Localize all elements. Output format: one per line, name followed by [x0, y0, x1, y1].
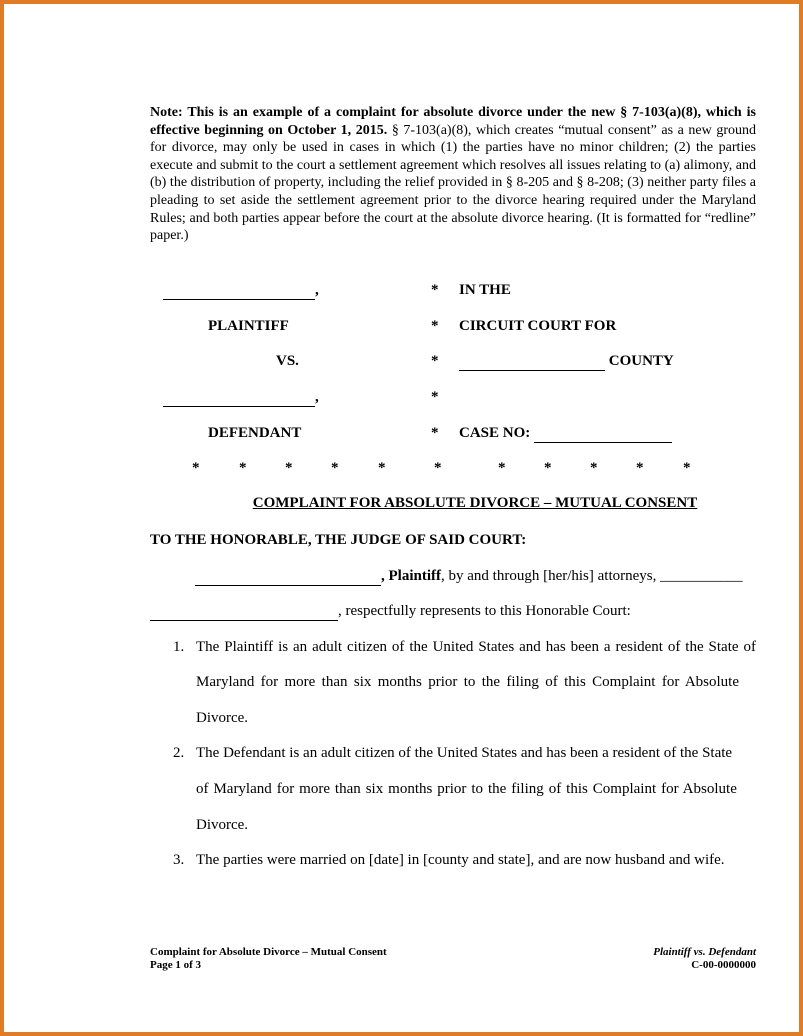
paragraph-2-line-2: of Maryland for more than six months prior to the filing of this Complaint for Absolute [196, 781, 737, 797]
word: and [519, 639, 541, 655]
paragraph-1-line-3: Divorce. [196, 710, 249, 726]
separator-star: * [192, 460, 200, 476]
intro-line-2 [150, 603, 631, 621]
plaintiff-name-blank [163, 282, 319, 300]
paragraph-1-line-2: Maryland for more than six months prior to the filing of this Complaint for Absolute [196, 674, 740, 690]
attorney-name-fill-line [150, 603, 338, 621]
word: resident [615, 639, 663, 655]
intro-represents: , respectfully represents to this Honorable Court: [338, 603, 631, 619]
defendant-comma: , [315, 389, 319, 405]
paragraph-number: 1. [173, 639, 185, 655]
paragraph-1-line-1 [196, 639, 756, 656]
word: has [545, 639, 566, 655]
intro-through: , by and through [her/his] attorneys, ___________ [441, 568, 743, 584]
intro-line-1 [195, 568, 743, 586]
word: the [409, 639, 428, 655]
footer-document-title: Complaint for Absolute Divorce – Mutual Consent [150, 946, 387, 958]
word: State [708, 639, 739, 655]
paragraph-2-line-3: Divorce. [196, 817, 249, 833]
defendant-name-line [163, 389, 315, 407]
caption-star: * [431, 353, 439, 369]
case-no-label: CASE NO: [459, 425, 531, 441]
separator-star: * [498, 460, 506, 476]
vs-label: VS. [276, 353, 299, 369]
word: States [478, 639, 515, 655]
county-label: COUNTY [608, 353, 674, 369]
word: of [391, 639, 405, 655]
separator-star: * [590, 460, 598, 476]
defendant-label: DEFENDANT [208, 425, 302, 441]
plaintiff-comma: , [315, 282, 319, 298]
footer-page-number: Page 1 of 3 [150, 959, 202, 971]
in-the-label: IN THE [459, 282, 511, 298]
word: is [278, 639, 289, 655]
word: citizen [347, 639, 387, 655]
paragraph-number: 2. [173, 745, 185, 761]
note-body: § 7-103(a)(8), which creates “mutual consent” as a new ground for divorce, may only be used in cases in which (1) the parties have no minor children; (2) the parties execute and submit to the court a settlement agreement which resolves all issues relating to (a) alimony, and (b) the distribution of property, including the relief provided in § 8-205 and § 8-208; (3) neither party files a pleading to set aside the settlement agreement prior to the divorce hearing required under the Maryland Rules; and both parties appear before the court at the absolute divorce hearing. (It is formatted for “redline” paper.) [150, 122, 756, 244]
word: Plaintiff [224, 639, 274, 655]
footer-parties: Plaintiff vs. Defendant [653, 946, 756, 958]
salutation: TO THE HONORABLE, THE JUDGE OF SAID COURT: [150, 532, 527, 548]
complaint-title: COMPLAINT FOR ABSOLUTE DIVORCE – MUTUAL CONSENT [252, 495, 698, 511]
word: adult [312, 639, 343, 655]
note-bold-intro: Note: This is an example of a complaint for absolute divorce under the new § 7-103(a)(8), which is effective beginning on October 1, 2015. [150, 105, 756, 138]
separator-star: * [636, 460, 644, 476]
separator-star: * [239, 460, 247, 476]
paragraph-2-line-1: The Defendant is an adult citizen of the United States and has been a resident of the State [196, 745, 733, 761]
defendant-name-blank [163, 389, 319, 407]
plaintiff-bold-label: , Plaintiff [381, 568, 441, 584]
separator-star: * [683, 460, 691, 476]
word: The [196, 639, 220, 655]
caption-star: * [431, 282, 439, 298]
county-line [459, 353, 605, 371]
word: been [570, 639, 599, 655]
separator-star: * [544, 460, 552, 476]
word: of [667, 639, 681, 655]
separator-star: * [378, 460, 386, 476]
caption-star: * [431, 425, 439, 441]
word: a [603, 639, 611, 655]
case-no-line [534, 425, 672, 443]
caption-star: * [431, 318, 439, 334]
separator-star: * [331, 460, 339, 476]
word: the [685, 639, 704, 655]
separator-star: * [434, 460, 442, 476]
footer-right [556, 946, 756, 972]
separator-star: * [285, 460, 293, 476]
county-blank [459, 353, 674, 371]
word: an [293, 639, 308, 655]
word: United [432, 639, 474, 655]
case-no-field [459, 425, 672, 443]
word: of [743, 639, 756, 655]
plaintiff-name-line [163, 282, 315, 300]
plaintiff-label: PLAINTIFF [208, 318, 289, 334]
footer-left [150, 946, 387, 972]
note-paragraph [150, 104, 756, 245]
paragraph-3-line-1: The parties were married on [date] in [county and state], and are now husband and wife. [196, 852, 725, 868]
paragraph-number: 3. [173, 852, 185, 868]
plaintiff-name-fill-line [195, 568, 381, 586]
circuit-court-label: CIRCUIT COURT FOR [459, 318, 617, 334]
caption-star: * [431, 389, 439, 405]
footer-case-number: C-00-0000000 [691, 959, 756, 971]
